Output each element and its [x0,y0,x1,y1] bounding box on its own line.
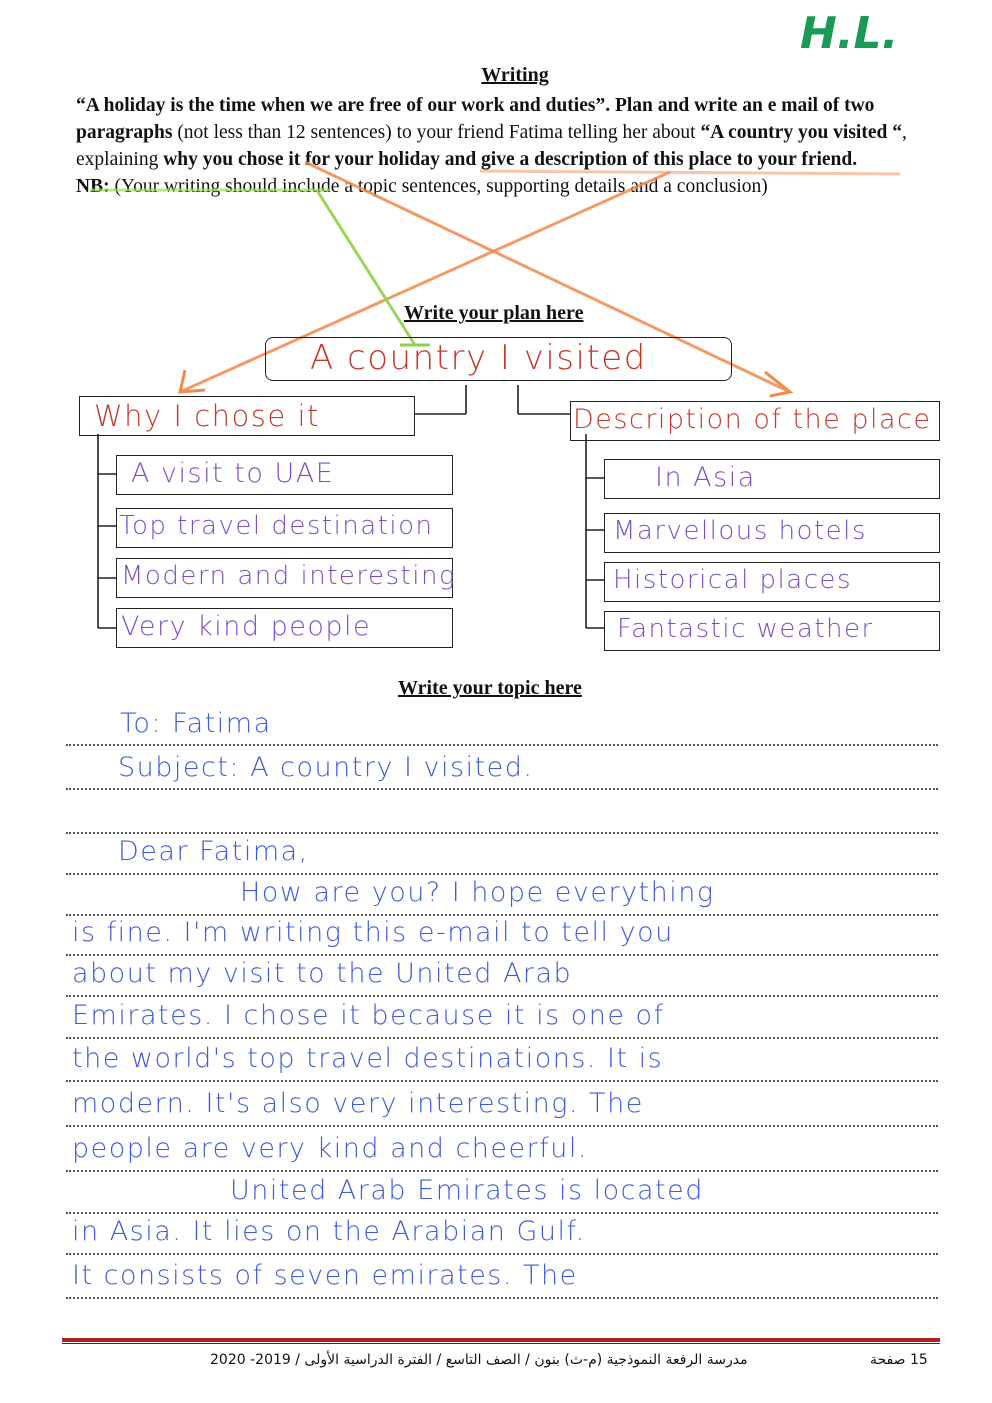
writing-line [66,1170,938,1172]
writing-line [66,1037,938,1039]
email-line: the world's top travel destinations. It is [72,1043,664,1074]
plan-left-item-3: Modern and interesting [116,558,453,598]
footer-rule-thin [62,1343,940,1344]
email-subject: Subject: A country I visited. [118,752,534,783]
email-line: United Arab Emirates is located [230,1175,704,1206]
nb-label: NB: [76,176,110,197]
prompt-detail: (not less than 12 sentences) to your friend Fatima telling her about [172,122,701,143]
email-line: in Asia. It lies on the Arabian Gulf. [72,1216,586,1247]
email-line: is fine. I'm writing this e-mail to tell you [72,917,674,948]
writing-line [66,1080,938,1082]
email-line: about my visit to the United Arab [72,958,573,989]
nb-text: (Your writing should include a topic sentences, supporting details and a conclusion) [109,176,768,197]
email-greeting: Dear Fatima, [118,836,309,867]
plan-right-head: Description of the place [570,401,940,441]
email-to: To: Fatima [120,708,272,739]
section-title: Writing [481,64,549,86]
plan-right-item-3: Historical places [604,562,940,602]
email-line: modern. It's also very interesting. The [72,1088,644,1119]
plan-title: Write your plan here [404,302,584,324]
writing-line [66,744,938,746]
writing-line [66,788,938,790]
plan-right-item-1: In Asia [604,459,940,499]
prompt-quote: “A holiday is the time when we are free of our work and duties”. [76,95,611,116]
footer-school: مدرسة الرفعة النموذجية (م-ث) بنون / الصف التاسع / الفترة الدراسية الأولى / 2019- 2020 [210,1352,748,1368]
writing-line [66,914,938,916]
prompt-explaining: , explaining [76,122,907,170]
email-line: Emirates. I chose it because it is one of [72,1000,665,1031]
writing-line [66,1212,938,1214]
plan-right-item-2: Marvellous hotels [604,513,940,553]
plan-left-item-2: Top travel destination [116,508,453,548]
page-number: 15 صفحة [870,1352,928,1368]
writing-line [66,832,938,834]
writing-line [66,995,938,997]
teacher-initials: H.L. [800,8,899,59]
plan-right-item-4: Fantastic weather [604,611,940,651]
plan-left-item-4: Very kind people [116,608,453,648]
email-line: It consists of seven emirates. The [72,1260,578,1291]
prompt-plan: Plan and write an e mail of two paragraphs [76,95,875,143]
email-line: How are you? I hope everything [240,877,715,908]
plan-main-box [265,337,732,381]
writing-line [66,873,938,875]
plan-left-item-1: A visit to UAE [116,455,453,495]
plan-left-head: Why I chose it [79,396,415,436]
writing-line [66,1297,938,1299]
topic-title: Write your topic here [398,677,582,699]
writing-line [66,954,938,956]
writing-line [66,1125,938,1127]
footer-rule [62,1338,940,1342]
email-line: people are very kind and cheerful. [72,1133,588,1164]
prompt-topic: “A country you visited “ [700,122,902,143]
prompt-task: why you chose it for your holiday and give a description of this place to your friend. [163,149,858,170]
plan-main-text: A country I visited [310,338,647,378]
writing-line [66,1253,938,1255]
